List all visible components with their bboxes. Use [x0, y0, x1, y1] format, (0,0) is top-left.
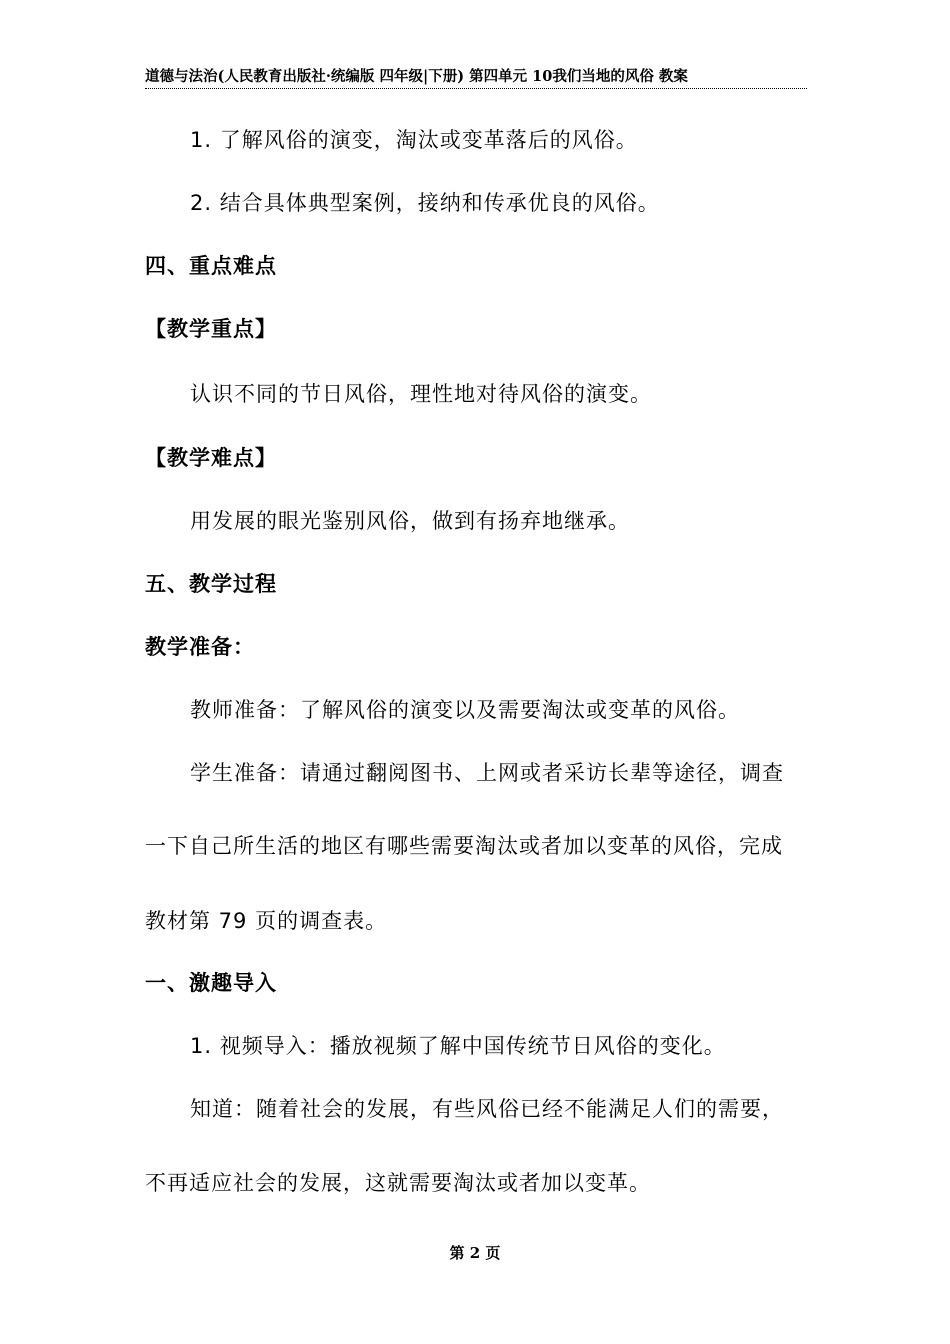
objective-1: 1. 了解风俗的演变，淘汰或变革落后的风俗。	[190, 128, 638, 152]
section-5-title: 五、教学过程	[145, 572, 277, 596]
intro-title: 一、激趣导入	[145, 971, 277, 995]
page-header	[145, 66, 807, 89]
know-line-1: 知道：随着社会的发展，有些风俗已经不能满足人们的需要，	[190, 1097, 784, 1121]
key-point-label: 【教学重点】	[145, 317, 277, 341]
objective-2: 2. 结合具体典型案例，接纳和传承优良的风俗。	[190, 191, 660, 215]
section-4-title: 四、重点难点	[145, 254, 277, 278]
know-line-2: 不再适应社会的发展，这就需要淘汰或者加以变革。	[145, 1171, 651, 1195]
preparation-label: 教学准备：	[145, 635, 255, 659]
header-text: 道德与法治(人民教育出版社·统编版 四年级|下册) 第四单元 10我们当地的风俗 教案	[145, 68, 688, 85]
key-point-text: 认识不同的节日风俗，理性地对待风俗的演变。	[190, 382, 652, 406]
student-prep-line-2: 一下自己所生活的地区有哪些需要淘汰或者加以变革的风俗，完成	[145, 834, 783, 858]
video-intro: 1. 视频导入：播放视频了解中国传统节日风俗的变化。	[190, 1034, 726, 1058]
page-number: 第 2 页	[449, 1244, 501, 1262]
student-prep-line-3: 教材第 79 页的调查表。	[145, 909, 388, 933]
difficulty-label: 【教学难点】	[145, 446, 277, 470]
difficulty-text: 用发展的眼光鉴别风俗，做到有扬弃地继承。	[190, 509, 630, 533]
teacher-prep: 教师准备：了解风俗的演变以及需要淘汰或变革的风俗。	[190, 698, 740, 722]
student-prep-line-1: 学生准备：请通过翻阅图书、上网或者采访长辈等途径，调查	[190, 761, 784, 785]
